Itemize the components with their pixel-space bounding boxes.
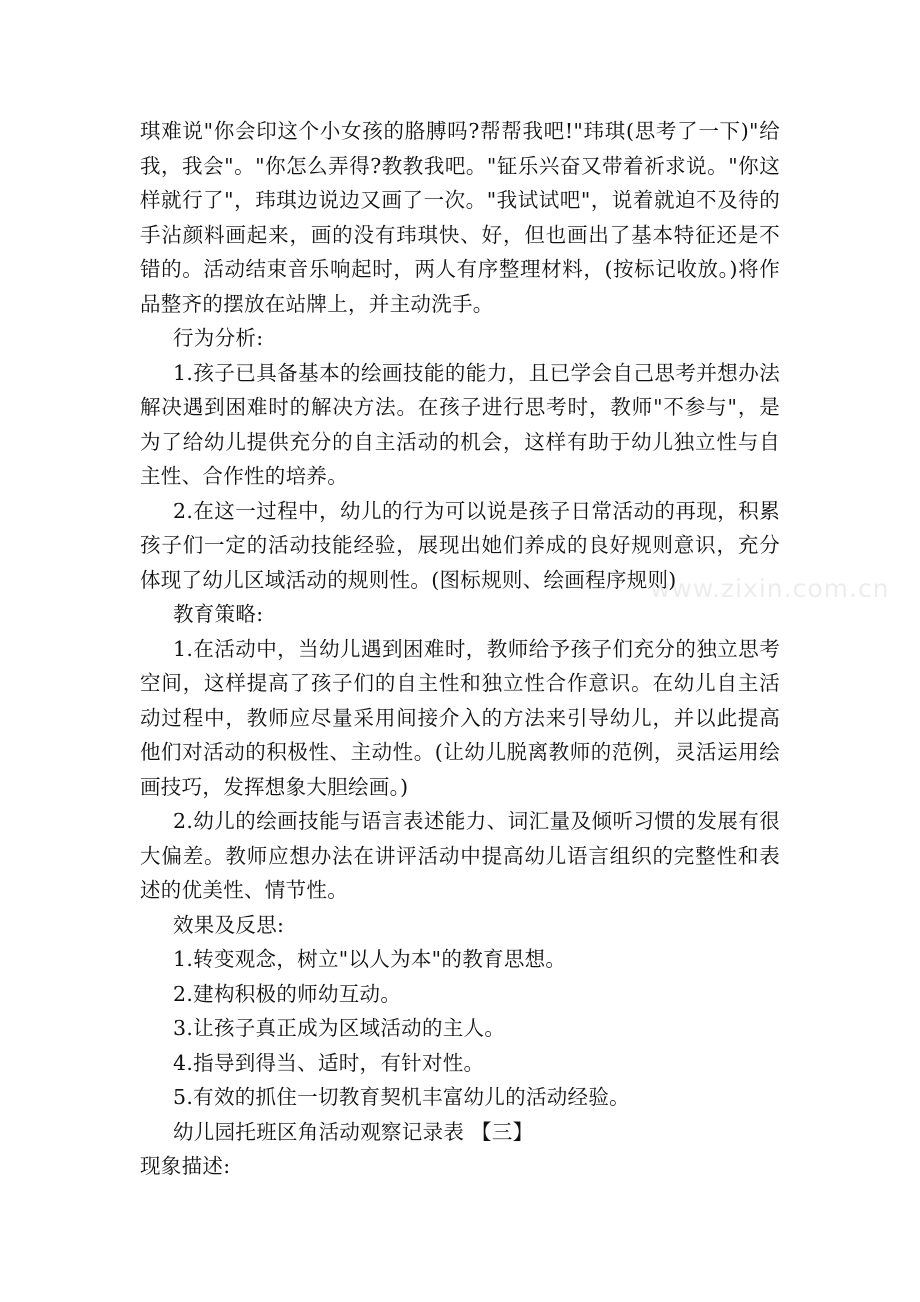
heading-effect-reflection: 效果及反思: bbox=[173, 912, 285, 937]
paragraph-story: 琪难说"你会印这个小女孩的胳膊吗?帮帮我吧!"玮琪(思考了一下)"给我，我会"。"你怎么弄得?教教我吧。"钲乐兴奋又带着祈求说。"你这样就行了"，玮琪边说边又画了一次。"我试试吧"，说着就迫不及待的手沾颜料画起来，画的没有玮琪快、好，但也画出了基本特征还是不错的。活动结束音乐响起时，两人有序整理材料，(按标记收放。)将作品整齐的摆放在站牌上，并主动洗手。 bbox=[140, 119, 780, 316]
heading-behavior-analysis: 行为分析: bbox=[173, 326, 264, 350]
reflection-item: 1.转变观念，树立"以人为本"的教育思想。 bbox=[173, 947, 567, 971]
section-title: 幼儿园托班区角活动观察记录表 【三】 bbox=[173, 1119, 534, 1144]
strategy-point-2: 2.幼儿的绘画技能与语言表述能力、词汇量及倾听习惯的发展有很大偏差。教师应想办法在讲评活动中提高幼儿语言组织的完整性和表述的优美性、情节性。 bbox=[140, 809, 780, 902]
reflection-item: 4.指导到得当、适时，有针对性。 bbox=[173, 1050, 485, 1075]
phenomenon-label: 现象描述: bbox=[140, 1154, 231, 1178]
analysis-point-1: 1.孩子已具备基本的绘画技能的能力，且已学会自己思考并想办法解决遇到困难时的解决方法。在孩子进行思考时，教师"不参与"，是为了给幼儿提供充分的自主活动的机会，这样有助于幼儿独立性与自主性、合作性的培养。 bbox=[140, 360, 780, 488]
watermark: www.zixin.com.cn bbox=[650, 574, 890, 603]
strategy-point-1: 1.在活动中，当幼儿遇到困难时，教师给予孩子们充分的独立思考空间，这样提高了孩子们的自主性和独立性合作意识。在幼儿自主活动过程中，教师应尽量采用间接介入的方法来引导幼儿，并以此提高他们对活动的积极性、主动性。(让幼儿脱离教师的范例，灵活运用绘画技巧，发挥想象大胆绘画。) bbox=[140, 636, 780, 799]
analysis-point-2: 2.在这一过程中，幼儿的行为可以说是孩子日常活动的再现，积累孩子们一定的活动技能经验，展现出她们养成的良好规则意识，充分体现了幼儿区域活动的规则性。(图标规则、绘画程序规则) bbox=[140, 498, 780, 592]
document-body bbox=[140, 114, 780, 1184]
reflection-item: 3.让孩子真正成为区域活动的主人。 bbox=[173, 1016, 506, 1040]
heading-education-strategy: 教育策略: bbox=[173, 602, 264, 626]
reflection-item: 5.有效的抓住一切教育契机丰富幼儿的活动经验。 bbox=[173, 1085, 630, 1109]
reflection-item: 2.建构积极的师幼互动。 bbox=[173, 981, 402, 1006]
